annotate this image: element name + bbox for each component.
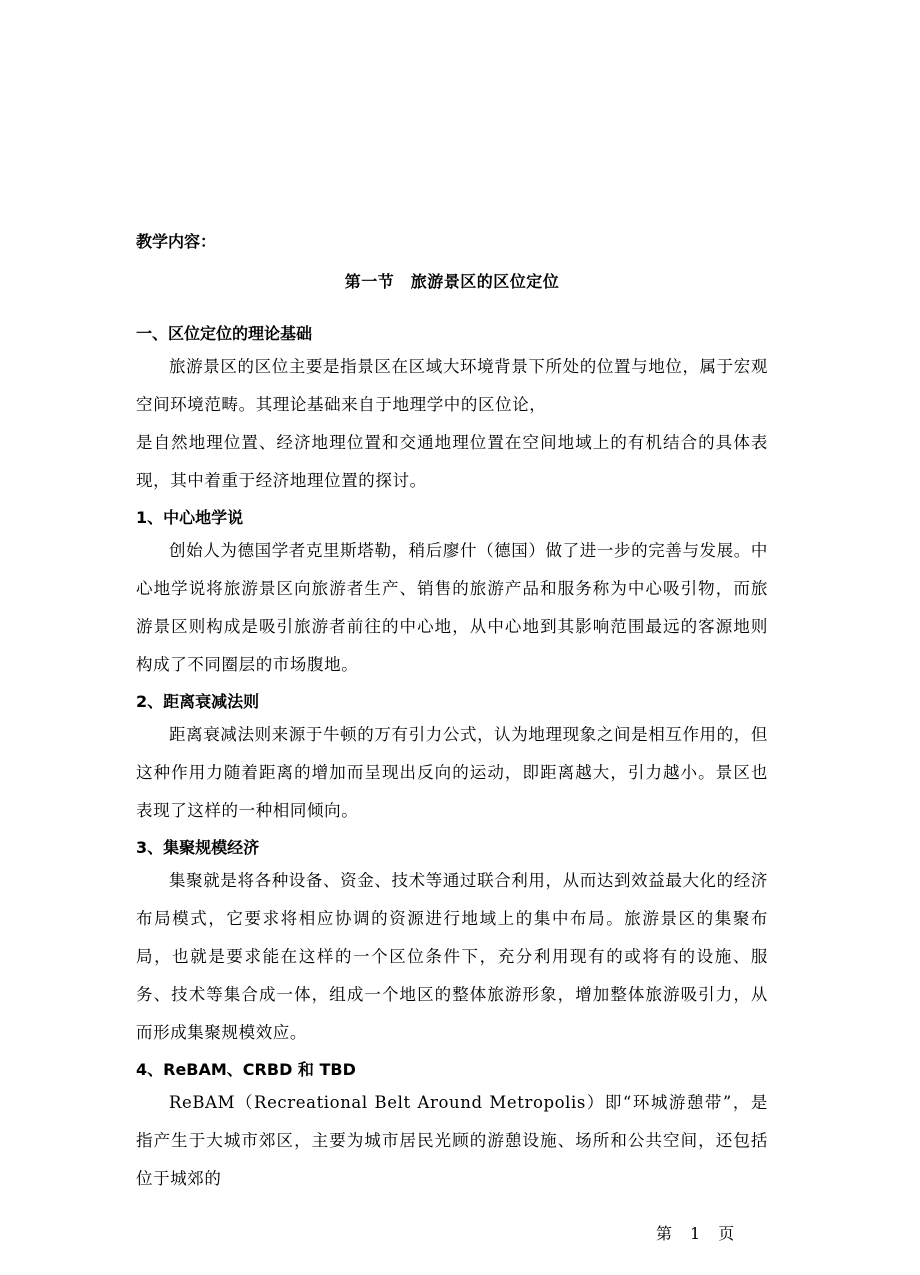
footer-suffix: 页 (718, 1224, 735, 1243)
document-body (136, 228, 768, 1198)
teaching-content-label: 教学内容： (136, 232, 217, 251)
section-heading: 一、区位定位的理论基础 (136, 324, 313, 343)
subsection-heading: 3、集聚规模经济 (136, 838, 260, 857)
chapter-title: 第一节 旅游景区的区位定位 (344, 272, 560, 291)
paragraph: 集聚就是将各种设备、资金、技术等通过联合利用，从而达到效益最大化的经济布局模式，它要求将相应协调的资源进行地域上的集中布局。旅游景区的集聚布局，也就是要求能在这样的一个区位条件下，充分利用现有的或将有的设施、服务、技术等集合成一体，组成一个地区的整体旅游形象，增加整体旅游吸引力，从而形成集聚规模效应。 (136, 871, 768, 1042)
subsection-heading: 2、距离衰减法则 (136, 692, 260, 711)
paragraph: 是自然地理位置、经济地理位置和交通地理位置在空间地域上的有机结合的具体表现，其中着重于经济地理位置的探讨。 (136, 433, 768, 490)
page-number: 1 (690, 1224, 701, 1243)
paragraph: 旅游景区的区位主要是指景区在区域大环境背景下所处的位置与地位，属于宏观空间环境范畴。其理论基础来自于地理学中的区位论， (136, 357, 768, 414)
paragraph: 创始人为德国学者克里斯塔勒，稍后廖什（德国）做了进一步的完善与发展。中心地学说将旅游景区向旅游者生产、销售的旅游产品和服务称为中心吸引物，而旅游景区则构成是吸引旅游者前往的中心地，从中心地到其影响范围最远的客源地则构成了不同圈层的市场腹地。 (136, 541, 768, 674)
page-footer (656, 1222, 752, 1246)
footer-prefix: 第 (656, 1224, 673, 1243)
paragraph: ReBAM（Recreational Belt Around Metropolis）即“环城游憩带”，是指产生于大城市郊区，主要为城市居民光顾的游憩设施、场所和公共空间，还包括位于城郊的 (136, 1093, 768, 1188)
subsection-heading: 4、ReBAM、CRBD 和 TBD (136, 1060, 356, 1079)
paragraph: 距离衰减法则来源于牛顿的万有引力公式，认为地理现象之间是相互作用的，但这种作用力随着距离的增加而呈现出反向的运动，即距离越大，引力越小。景区也表现了这样的一种相同倾向。 (136, 725, 768, 820)
subsection-heading: 1、中心地学说 (136, 508, 244, 527)
